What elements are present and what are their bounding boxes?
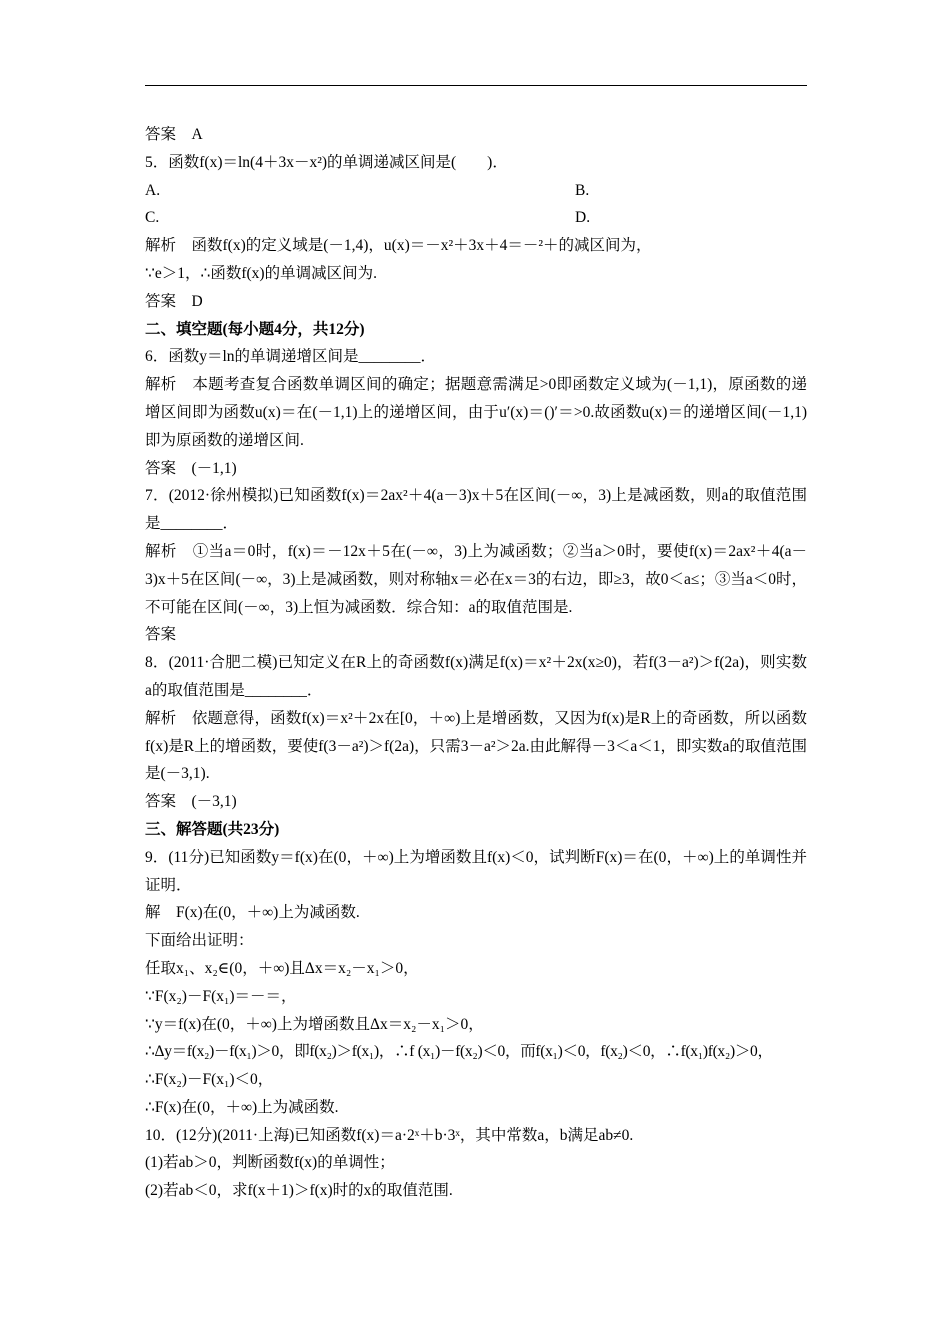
section-2-heading: 二、填空题(每小题4分，共12分) bbox=[145, 320, 365, 338]
question-5: 5．函数f(x)＝ln(4＋3x－x²)的单调递减区间是( )． bbox=[145, 153, 508, 171]
solution-5-line-2: ∵e＞1，∴函数f(x)的单调减区间为. bbox=[145, 264, 377, 282]
answer-4: 答案 A bbox=[145, 126, 203, 143]
proof-9-step-4: ∵F(x₂)－F(x₁)＝－＝， bbox=[145, 987, 297, 1005]
question-5-options bbox=[145, 177, 807, 233]
document-body bbox=[145, 121, 807, 1205]
proof-9-step-2: 下面给出证明： bbox=[145, 932, 254, 950]
option-c: C. bbox=[145, 209, 160, 227]
question-6: 6．函数y＝ln的单调递增区间是________． bbox=[145, 348, 437, 366]
proof-9-step-6: ∴Δy＝f(x₂)－f(x₁)＞0，即f(x₂)＞f(x₁)，∴f (x₁)－f(x₂)＜0，而f(x₁)＜0，f(x₂)＜0，∴f(x₁)f(x₂)＞0， bbox=[145, 1043, 773, 1061]
question-10-part-1: (1)若ab＞0，判断函数f(x)的单调性； bbox=[145, 1154, 395, 1172]
question-10: 10．(12分)(2011·上海)已知函数f(x)＝a·2ˣ＋b·3ˣ，其中常数a，b满足ab≠0. bbox=[145, 1126, 634, 1144]
answer-5: 答案 D bbox=[145, 292, 203, 310]
solution-7: 解析 ①当a＝0时，f(x)＝－12x＋5在(－∞，3)上为减函数；②当a＞0时，要使f(x)＝2ax²＋4(a－3)x＋5在区间(－∞，3)上是减函数，则对称轴x＝必在x＝3的右边，即≥3，故0＜a≤；③当a＜0时，不可能在区间(－∞，3)上恒为减函数．综合知：a的取值范围是. bbox=[145, 542, 807, 616]
question-9: 9．(11分)已知函数y＝f(x)在(0，＋∞)上为增函数且f(x)＜0，试判断F(x)＝在(0，＋∞)上的单调性并证明． bbox=[145, 848, 807, 894]
proof-9-step-7: ∴F(x₂)－F(x₁)＜0， bbox=[145, 1071, 274, 1089]
option-d: D. bbox=[575, 209, 591, 227]
proof-9-step-3: 任取x₁、x₂∈(0，＋∞)且Δx＝x₂－x₁＞0， bbox=[145, 959, 419, 977]
solution-5-line-1: 解析 函数f(x)的定义域是(－1,4)，u(x)＝－x²＋3x＋4＝－²＋的减区间为， bbox=[145, 237, 652, 255]
solution-6: 解析 本题考查复合函数单调区间的确定；据题意需满足>0即函数定义域为(－1,1)，原函数的递增区间即为函数u(x)＝在(－1,1)上的递增区间，由于u′(x)＝()′＝>0.故函数u(x)＝的递增区间(－1,1)即为原函数的递增区间. bbox=[145, 376, 807, 449]
proof-9-step-8: ∴F(x)在(0，＋∞)上为减函数. bbox=[145, 1098, 339, 1116]
question-8: 8．(2011·合肥二模)已知定义在R上的奇函数f(x)满足f(x)＝x²＋2x(x≥0)，若f(3－a²)＞f(2a)，则实数a的取值范围是________． bbox=[145, 654, 807, 699]
question-10-part-2: (2)若ab＜0，求f(x＋1)＞f(x)时的x的取值范围. bbox=[145, 1182, 453, 1200]
solution-8: 解析 依题意得，函数f(x)＝x²＋2x在[0，＋∞)上是增函数，又因为f(x)是R上的奇函数，所以函数f(x)是R上的增函数，要使f(3－a²)＞f(2a)，只需3－a²＞2a.由此解得－3＜a＜1，即实数a的取值范围是(－3,1). bbox=[145, 709, 807, 783]
section-3-heading: 三、解答题(共23分) bbox=[145, 820, 280, 838]
answer-6: 答案 (－1,1) bbox=[145, 459, 237, 477]
proof-9-step-5: ∵y＝f(x)在(0，＋∞)上为增函数且Δx＝x₂－x₁＞0， bbox=[145, 1015, 484, 1033]
question-7: 7．(2012·徐州模拟)已知函数f(x)＝2ax²＋4(a－3)x＋5在区间(－∞，3)上是减函数，则a的取值范围是________． bbox=[145, 487, 807, 533]
option-b: B. bbox=[575, 181, 590, 199]
header-rule bbox=[145, 85, 807, 86]
answer-7: 答案 bbox=[145, 626, 177, 644]
proof-9-step-1: 解 F(x)在(0，＋∞)上为减函数. bbox=[145, 904, 360, 922]
answer-8: 答案 (－3,1) bbox=[145, 793, 237, 811]
option-a: A. bbox=[145, 181, 161, 199]
